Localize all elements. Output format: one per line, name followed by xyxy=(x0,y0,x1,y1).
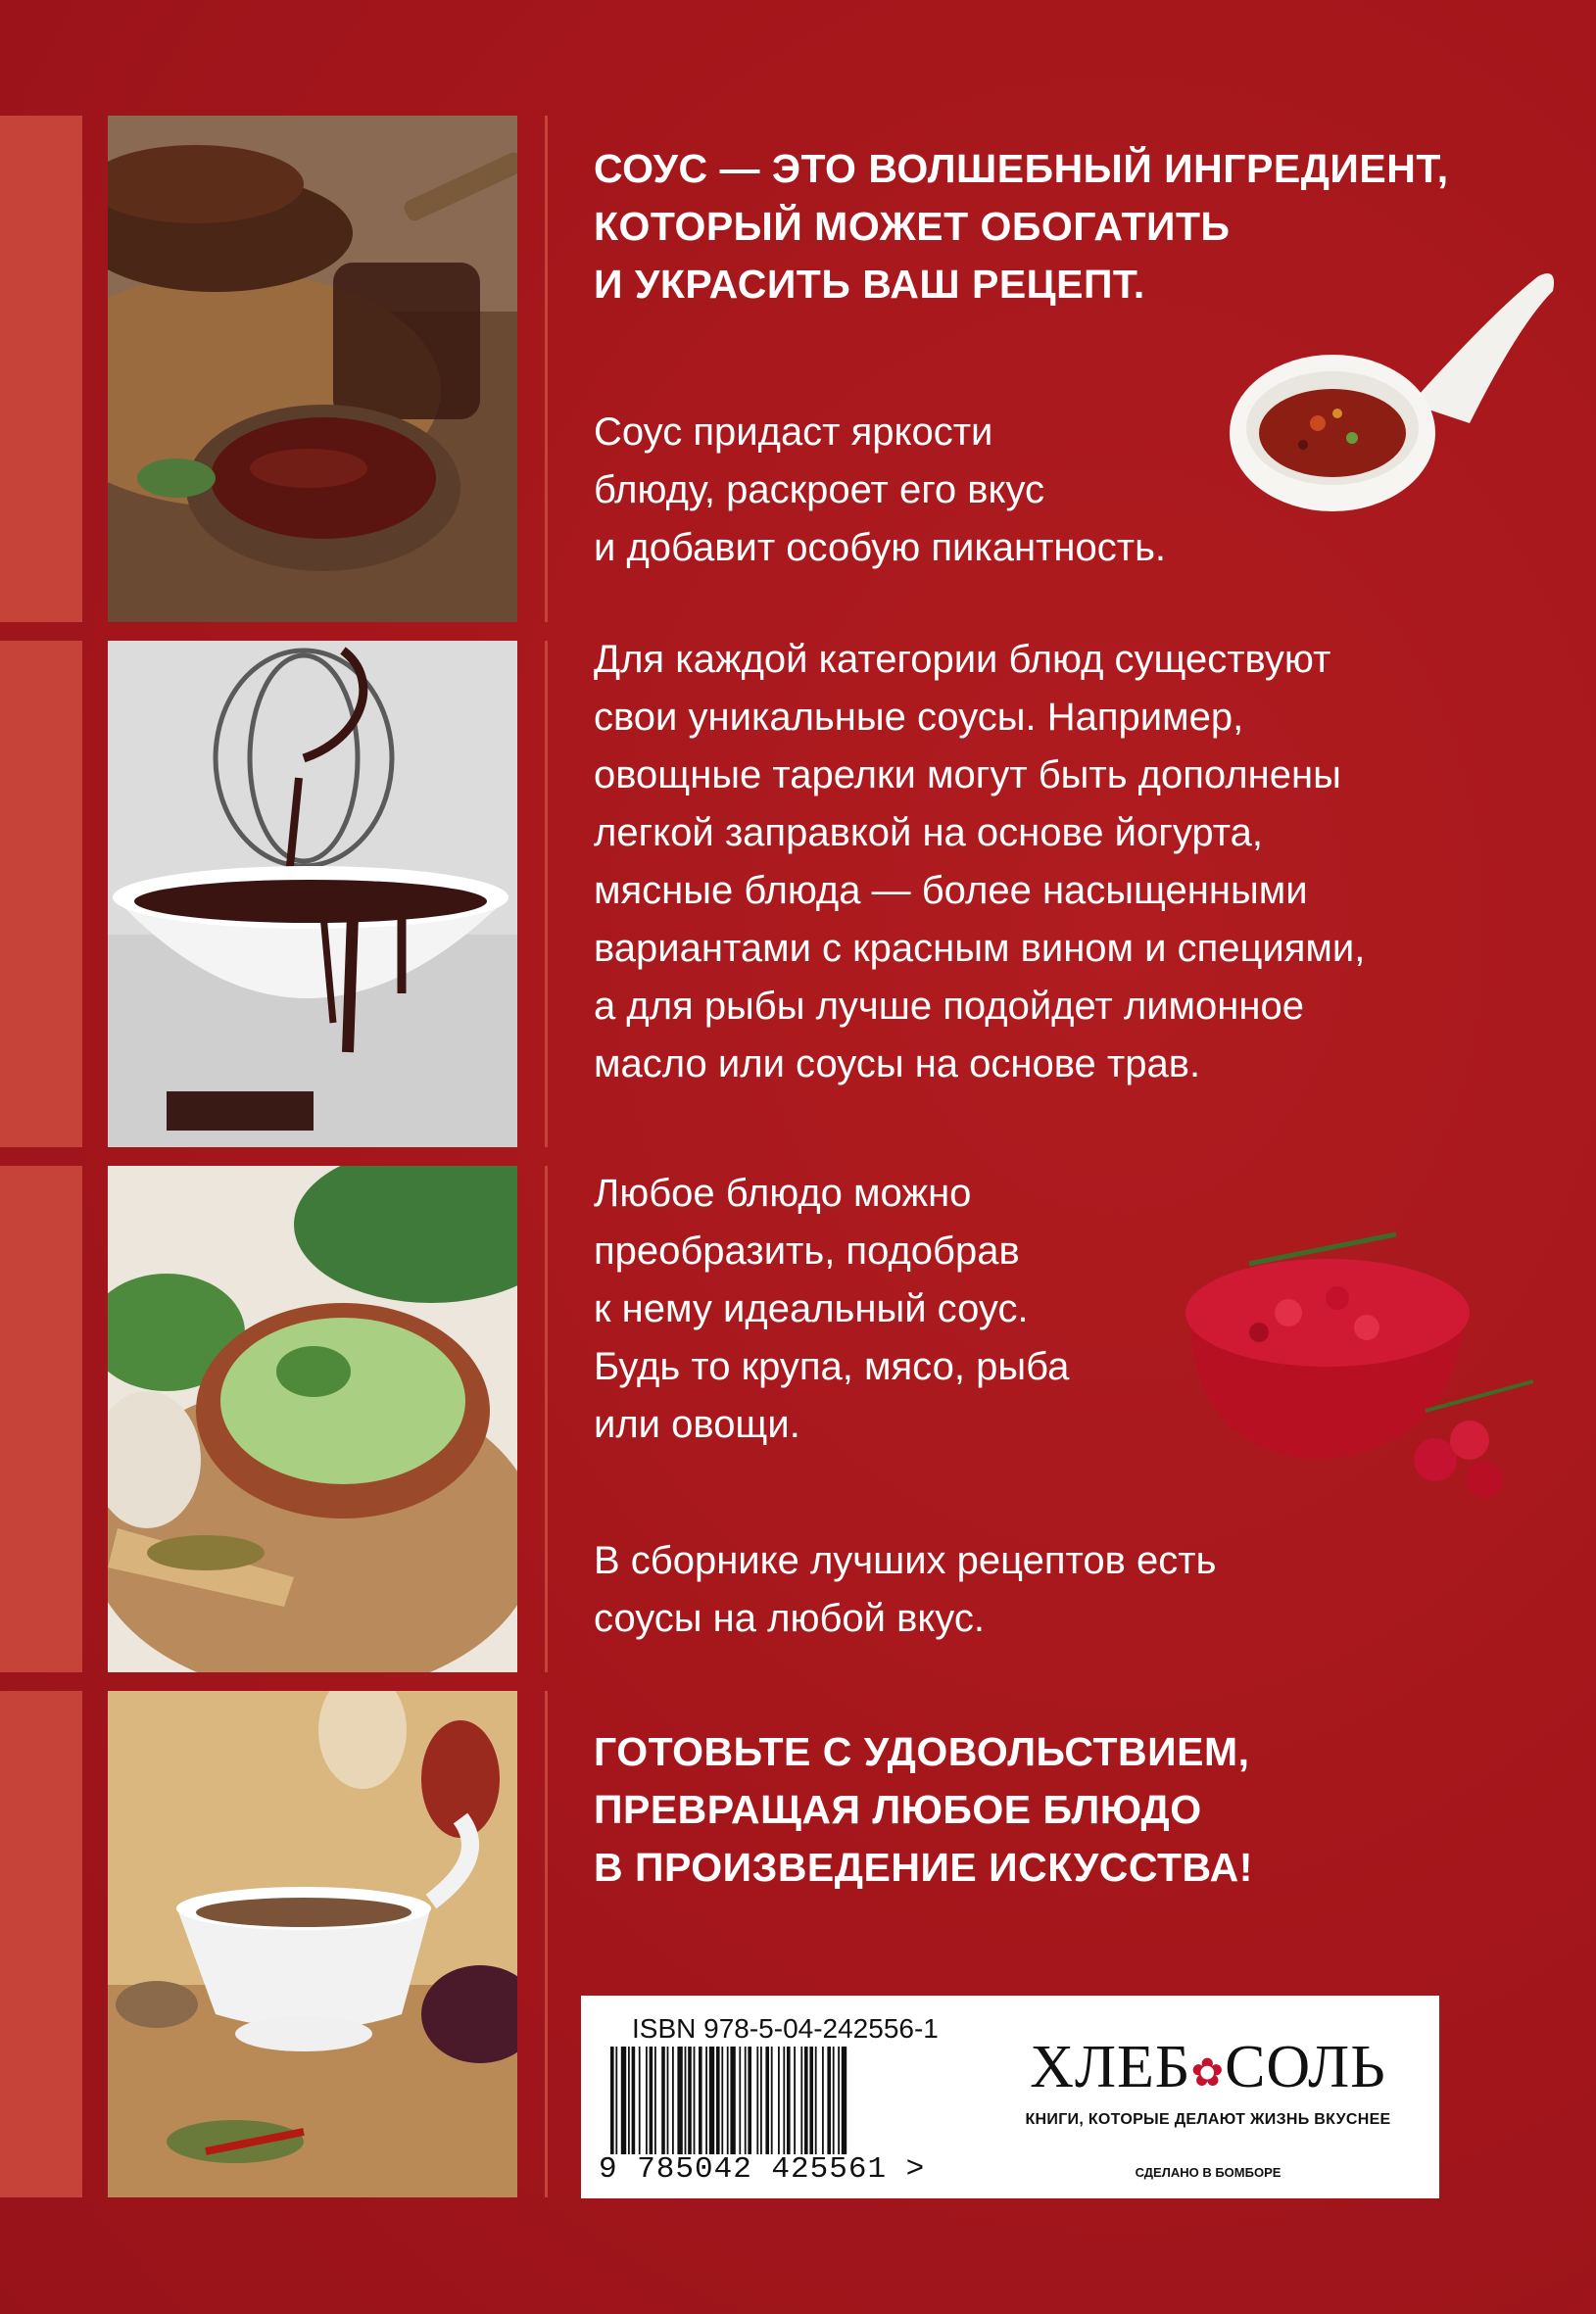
barcode-bar xyxy=(716,2047,720,2154)
para-line: Для каждой категории блюд существуют xyxy=(594,638,1331,681)
side-strip xyxy=(0,641,82,1147)
barcode-bar xyxy=(654,2047,656,2154)
barcode-bar xyxy=(667,2047,669,2154)
barcode-bar xyxy=(610,2047,614,2154)
para-line: В сборнике лучших рецептов есть xyxy=(594,1539,1217,1582)
green-sauce-photo xyxy=(108,1166,517,1672)
barcode-bar xyxy=(739,2047,741,2154)
barcode-bar xyxy=(783,2047,785,2154)
barcode-bars xyxy=(610,2047,934,2154)
barcode-bar xyxy=(639,2047,641,2154)
para-line: Любое блюдо можно xyxy=(594,1172,972,1215)
para-line: а для рыбы лучше подойдет лимонное xyxy=(594,985,1304,1028)
para-line: масло или соусы на основе трав. xyxy=(594,1042,1201,1085)
divider-line xyxy=(545,1691,548,2197)
barcode-bar xyxy=(787,2047,791,2154)
barcode-bar xyxy=(650,2047,653,2154)
barcode-bar xyxy=(794,2047,796,2154)
paragraph-2 xyxy=(594,631,1534,1093)
para-line: соусы на любой вкус. xyxy=(594,1597,985,1640)
barcode-bar xyxy=(822,2047,824,2154)
para-line: преобразить, подобрав xyxy=(594,1229,1020,1273)
barcode-bar xyxy=(827,2047,831,2154)
para-line: вариантами с красным вином и специями, xyxy=(594,927,1366,970)
barcode-bar xyxy=(727,2047,729,2154)
para-line: Соус придаст яркости xyxy=(594,410,993,454)
barcode-bar xyxy=(815,2047,817,2154)
barcode-bar xyxy=(809,2047,813,2154)
barcode-bar xyxy=(685,2047,687,2154)
headline-line: ГОТОВЬТЕ С УДОВОЛЬСТВИЕМ, xyxy=(594,1729,1250,1774)
headline-line: ПРЕВРАЩАЯ ЛЮБОЕ БЛЮДО xyxy=(594,1787,1202,1832)
barcode-bar xyxy=(628,2047,630,2154)
para-line: блюду, раскроет его вкус xyxy=(594,468,1045,511)
barcode-bar xyxy=(615,2047,617,2154)
para-line: легкой заправкой на основе йогурта, xyxy=(594,811,1263,854)
barcode-bar xyxy=(730,2047,735,2154)
barcode-bar xyxy=(672,2047,674,2154)
para-line: свои уникальные соусы. Например, xyxy=(594,696,1244,739)
para-line: овощные тарелки могут быть дополнены xyxy=(594,753,1341,796)
barcode-digits: 9 785042 425561 > xyxy=(599,2152,926,2187)
side-strip xyxy=(0,1166,82,1672)
barcode-bar xyxy=(699,2047,702,2154)
barcode-bar xyxy=(748,2047,751,2154)
sauce-spoon-image xyxy=(1225,257,1563,541)
para-line: или овощи. xyxy=(594,1403,800,1446)
made-in-label: СДЕЛАНО В БОМБОРЕ xyxy=(1135,2165,1282,2180)
barcode-bar xyxy=(771,2047,773,2154)
side-strip xyxy=(0,1691,82,2197)
para-line: мясные блюда — более насыщенными xyxy=(594,869,1308,912)
barcode-bar xyxy=(778,2047,780,2154)
cranberry-sauce-image xyxy=(1171,1205,1553,1509)
side-strip xyxy=(0,116,82,622)
barcode-bar xyxy=(709,2047,714,2154)
barcode-bar xyxy=(745,2047,747,2154)
headline-line: И УКРАСИТЬ ВАШ РЕЦЕПТ. xyxy=(594,262,1145,307)
headline-bottom xyxy=(594,1723,1534,1897)
barcode-bar xyxy=(721,2047,723,2154)
para-line: и добавит особую пикантность. xyxy=(594,526,1167,569)
logo-right-word: СОЛЬ xyxy=(1225,2034,1386,2100)
barcode-bar xyxy=(765,2047,769,2154)
barcode-bar xyxy=(688,2047,692,2154)
publisher-tagline: КНИГИ, КОТОРЫЕ ДЕЛАЮТ ЖИЗНЬ ВКУСНЕЕ xyxy=(1025,2111,1391,2128)
isbn-number: ISBN 978-5-04-242556-1 xyxy=(632,2013,939,2044)
para-line: к нему идеальный соус. xyxy=(594,1287,1029,1330)
chocolate-sauce-photo xyxy=(108,641,517,1147)
barcode-bar xyxy=(838,2047,840,2154)
para-line: Будь то крупа, мясо, рыба xyxy=(594,1345,1070,1388)
publisher-logo xyxy=(997,2034,1419,2103)
barcode-bar xyxy=(800,2047,802,2154)
barcode-bar xyxy=(842,2047,846,2154)
barcode-bar xyxy=(760,2047,762,2154)
barcode-panel xyxy=(581,1996,1439,2198)
barcode-bar xyxy=(756,2047,758,2154)
barcode-bar xyxy=(804,2047,808,2154)
barcode-bar xyxy=(621,2047,626,2154)
flower-icon: ✿ xyxy=(1190,2049,1226,2095)
headline-line: КОТОРЫЙ МОЖЕТ ОБОГАТИТЬ xyxy=(594,204,1231,249)
barcode-bar xyxy=(833,2047,835,2154)
barcode-bar xyxy=(632,2047,636,2154)
bbq-sauce-photo xyxy=(108,116,517,622)
barcode-bar xyxy=(661,2047,665,2154)
barcode-bar xyxy=(677,2047,682,2154)
barcode-bar xyxy=(646,2047,648,2154)
barcode-bar xyxy=(694,2047,696,2154)
barcode-bar xyxy=(705,2047,707,2154)
divider-line xyxy=(545,641,548,1147)
paragraph-4 xyxy=(594,1532,1534,1648)
logo-left-word: ХЛЕБ xyxy=(1030,2034,1191,2100)
headline-line: СОУС — ЭТО ВОЛШЕБНЫЙ ИНГРЕДИЕНТ, xyxy=(594,146,1449,191)
divider-line xyxy=(545,1166,548,1672)
gravy-boat-photo xyxy=(108,1691,517,2197)
headline-line: В ПРОИЗВЕДЕНИЕ ИСКУССТВА! xyxy=(594,1845,1253,1890)
divider-line xyxy=(545,116,548,622)
